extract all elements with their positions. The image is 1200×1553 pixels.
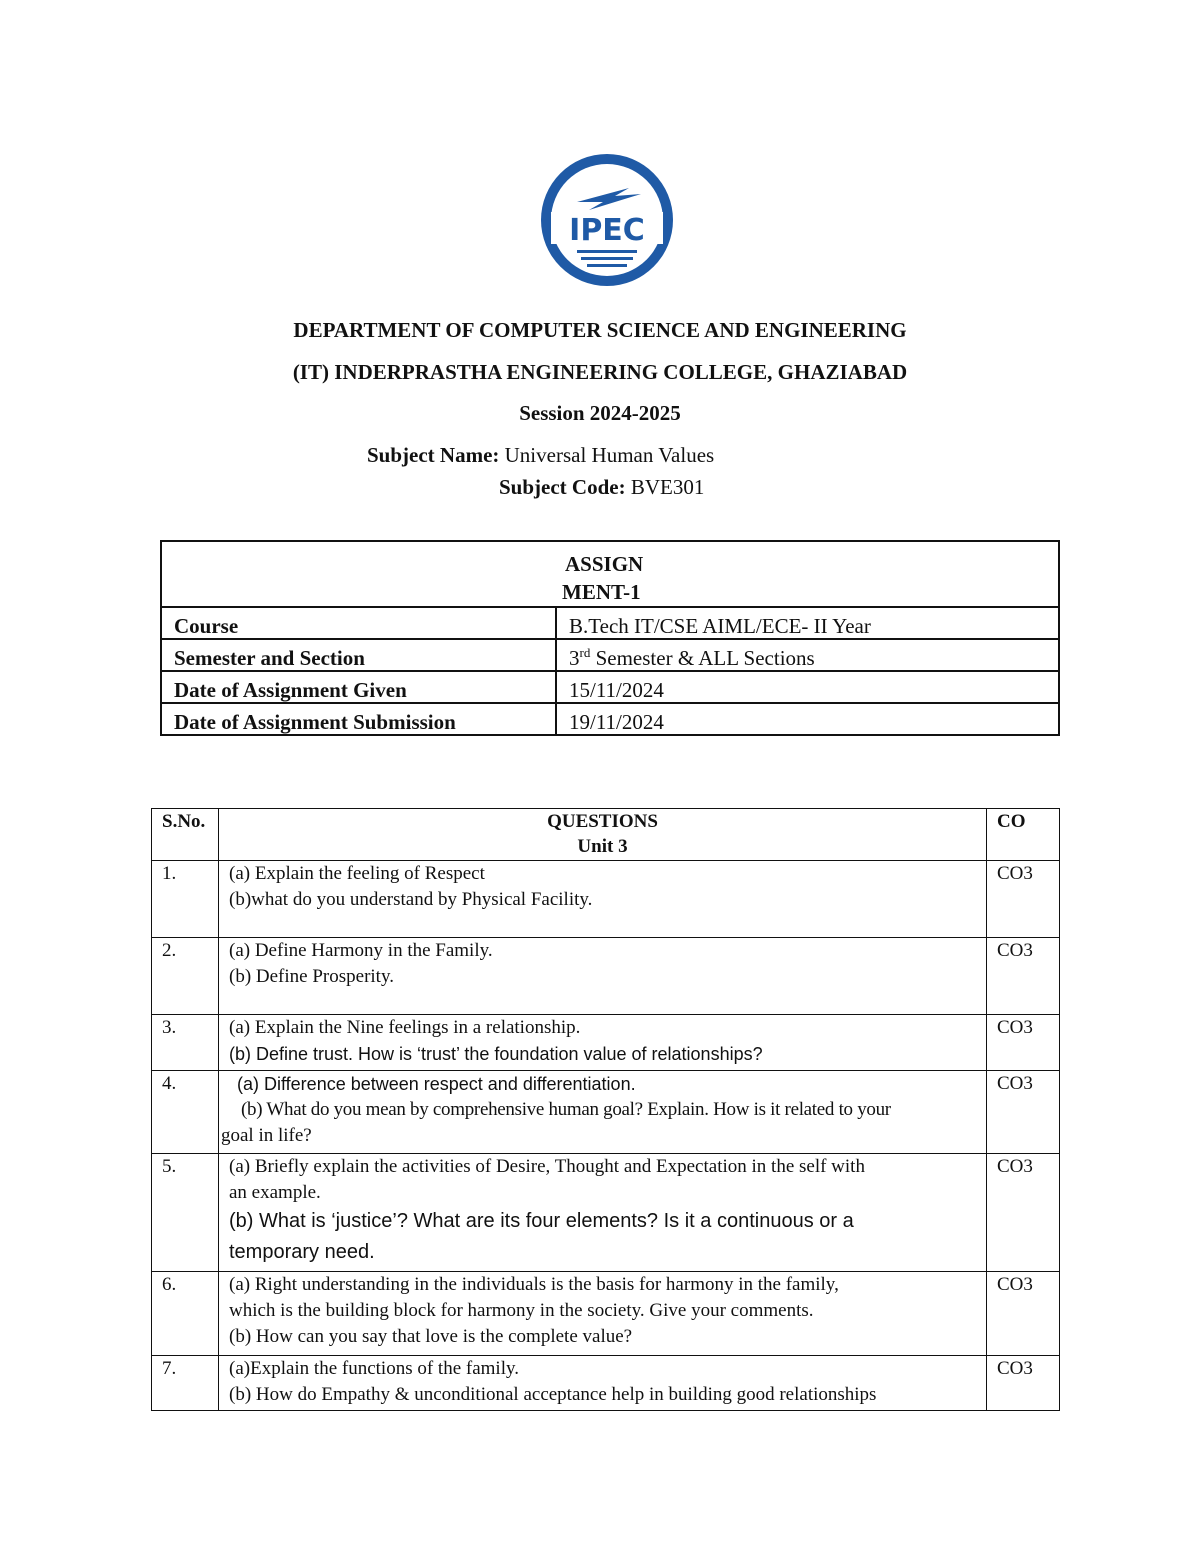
col-sno: S.No. (152, 809, 219, 861)
assignment-title-line2: MENT-1 (562, 580, 641, 604)
row-sno: 3. (152, 1015, 219, 1071)
question-part-b: (b)what do you understand by Physical Facility. (229, 889, 593, 910)
question-part-a: (a)Explain the functions of the family. (229, 1358, 520, 1379)
col-questions-title: QUESTIONS (547, 811, 658, 832)
subject-code-label: Subject Code: (499, 475, 626, 499)
row-question (219, 1071, 987, 1154)
subject-name (367, 443, 714, 468)
assignment-info-table (160, 540, 1060, 736)
row-co: CO3 (987, 1015, 1060, 1071)
row-sno: 1. (152, 861, 219, 938)
row-co: CO3 (987, 1272, 1060, 1356)
question-part-b-cont: temporary need. (229, 1241, 375, 1263)
submission-date-label: Date of Assignment Submission (161, 703, 556, 735)
assignment-title-line1: ASSIGN (565, 552, 644, 576)
table-row (152, 938, 1060, 1015)
question-part-a: (a) Explain the feeling of Respect (229, 863, 485, 884)
col-co: CO (987, 809, 1060, 861)
logo-text: IPEC (569, 213, 645, 248)
row-question (219, 938, 987, 1015)
question-part-b: (b) What is ‘justice’? What are its four elements? Is it a continuous or a (229, 1210, 854, 1232)
course-label: Course (161, 607, 556, 639)
question-part-b: (b) Define trust. How is ‘trust’ the foundation value of relationships? (229, 1044, 763, 1064)
semester-suffix: rd (579, 644, 591, 660)
department-title: DEPARTMENT OF COMPUTER SCIENCE AND ENGINEERING (293, 318, 907, 342)
subject-code-value: BVE301 (630, 475, 705, 499)
question-part-a-cont: which is the building block for harmony in the society. Give your comments. (229, 1300, 814, 1321)
question-part-b: (b) What do you mean by comprehensive human goal? Explain. How is it related to your (241, 1099, 891, 1120)
given-date-value: 15/11/2024 (556, 671, 1059, 703)
row-sno: 4. (152, 1071, 219, 1154)
subject-name-value: Universal Human Values (504, 443, 715, 467)
submission-date-value: 19/11/2024 (556, 703, 1059, 735)
questions-table (151, 808, 1060, 1411)
table-row (152, 1272, 1060, 1356)
given-date-label: Date of Assignment Given (161, 671, 556, 703)
assignment-title (161, 541, 1059, 607)
row-question (219, 1356, 987, 1411)
row-sno: 7. (152, 1356, 219, 1411)
table-row (152, 1015, 1060, 1071)
semester-text: Semester & ALL Sections (590, 645, 815, 670)
question-part-b-cont: goal in life? (221, 1125, 312, 1146)
row-sno: 5. (152, 1154, 219, 1272)
row-co: CO3 (987, 1071, 1060, 1154)
question-part-a: (a) Difference between respect and differentiation. (237, 1074, 636, 1094)
table-row (152, 861, 1060, 938)
row-question (219, 1154, 987, 1272)
question-part-b: (b) How can you say that love is the complete value? (229, 1326, 633, 1347)
question-part-b: (b) Define Prosperity. (229, 966, 394, 987)
question-part-a: (a) Define Harmony in the Family. (229, 940, 493, 961)
question-part-a: (a) Briefly explain the activities of Desire, Thought and Expectation in the self with (229, 1156, 865, 1177)
col-unit: Unit 3 (577, 836, 628, 857)
row-sno: 2. (152, 938, 219, 1015)
row-co: CO3 (987, 861, 1060, 938)
semester-value (556, 639, 1059, 671)
table-row (152, 1071, 1060, 1154)
row-question (219, 861, 987, 938)
row-sno: 6. (152, 1272, 219, 1356)
session: Session 2024-2025 (519, 401, 681, 425)
question-part-b: (b) How do Empathy & unconditional acceptance help in building good relationships (229, 1384, 877, 1405)
row-co: CO3 (987, 1356, 1060, 1411)
row-co: CO3 (987, 938, 1060, 1015)
question-part-a-cont: an example. (229, 1182, 321, 1203)
question-part-a: (a) Explain the Nine feelings in a relationship. (229, 1017, 581, 1038)
subject-code (499, 475, 704, 500)
col-questions (219, 809, 987, 861)
college-logo (537, 150, 677, 290)
college-name: (IT) INDERPRASTHA ENGINEERING COLLEGE, GHAZIABAD (292, 360, 908, 384)
row-question (219, 1272, 987, 1356)
question-part-a: (a) Right understanding in the individuals is the basis for harmony in the family, (229, 1274, 839, 1295)
table-row (152, 1154, 1060, 1272)
semester-number: 3 (569, 645, 580, 670)
table-row (152, 1356, 1060, 1411)
row-co: CO3 (987, 1154, 1060, 1272)
semester-label: Semester and Section (161, 639, 556, 671)
subject-name-label: Subject Name: (367, 443, 500, 467)
row-question (219, 1015, 987, 1071)
course-value: B.Tech IT/CSE AIML/ECE- II Year (556, 607, 1059, 639)
